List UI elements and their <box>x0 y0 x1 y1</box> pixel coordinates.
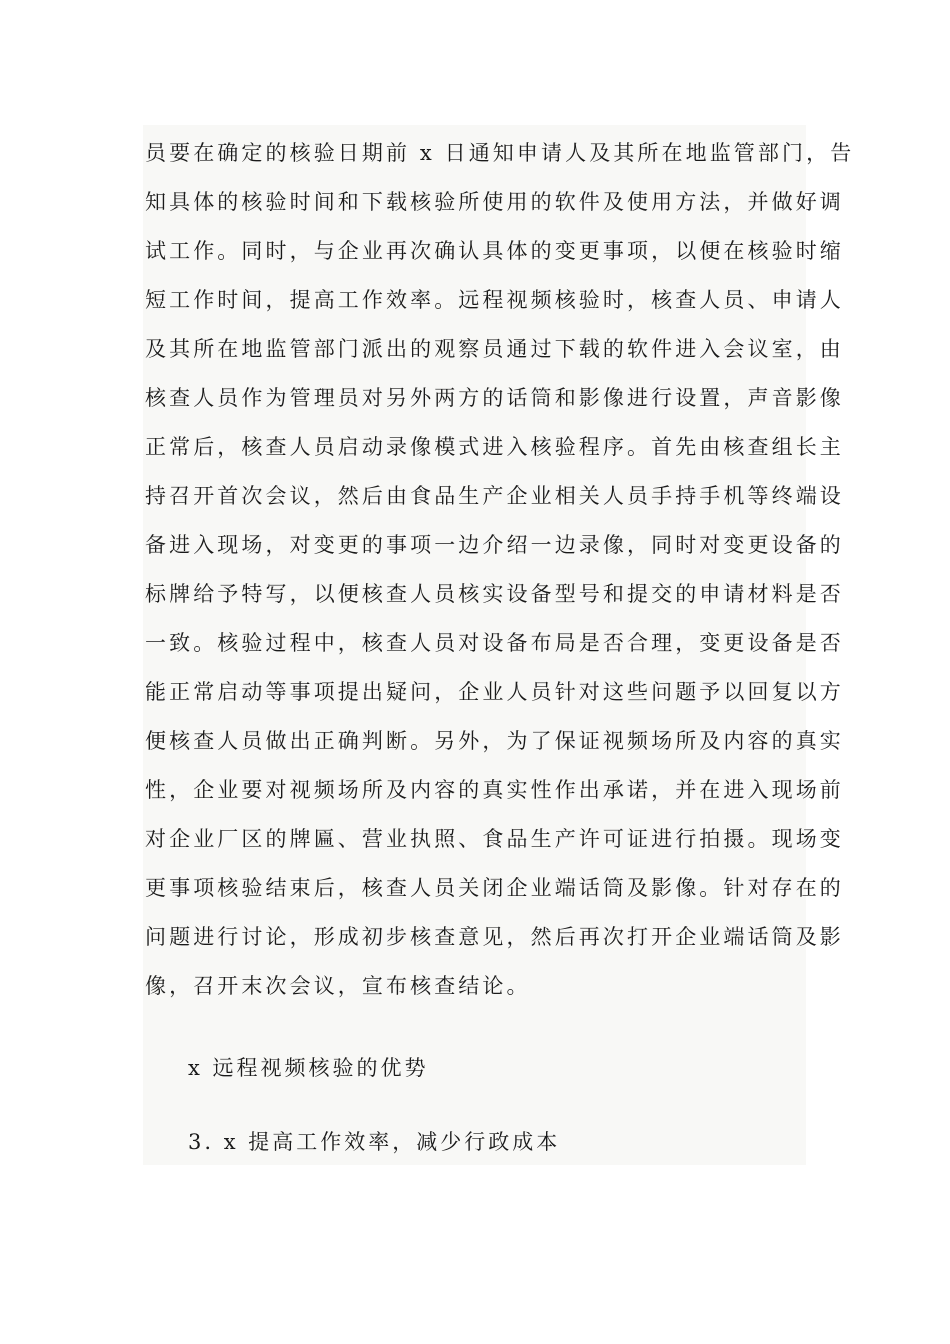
paragraph-line: 核查人员作为管理员对另外两方的话筒和影像进行设置，声音影像 <box>145 386 844 410</box>
paragraph-line: 标牌给予特写，以便核查人员核实设备型号和提交的申请材料是否 <box>145 582 844 606</box>
paragraph-line: 对企业厂区的牌匾、营业执照、食品生产许可证进行拍摄。现场变 <box>145 827 844 851</box>
paragraph-line: 问题进行讨论，形成初步核查意见，然后再次打开企业端话筒及影 <box>145 925 844 949</box>
paragraph-line: 更事项核验结束后，核查人员关闭企业端话筒及影像。针对存在的 <box>145 876 844 900</box>
paragraph-line: 能正常启动等事项提出疑问，企业人员针对这些问题予以回复以方 <box>145 680 844 704</box>
paragraph-line: 像，召开末次会议，宣布核查结论。 <box>145 974 531 998</box>
paragraph-line: 短工作时间，提高工作效率。远程视频核验时，核查人员、申请人 <box>145 288 844 312</box>
paragraph-line: 正常后，核查人员启动录像模式进入核验程序。首先由核查组长主 <box>145 435 844 459</box>
document-content <box>143 125 855 1165</box>
paragraph-line: 性，企业要对视频场所及内容的真实性作出承诺，并在进入现场前 <box>145 778 844 802</box>
paragraph-line: 便核查人员做出正确判断。另外，为了保证视频场所及内容的真实 <box>145 729 844 753</box>
paragraph-line: 及其所在地监管部门派出的观察员通过下载的软件进入会议室，由 <box>145 337 844 361</box>
paragraph-line: 持召开首次会议，然后由食品生产企业相关人员手持手机等终端设 <box>145 484 844 508</box>
paragraph-line: 试工作。同时，与企业再次确认具体的变更事项，以便在核验时缩 <box>145 239 844 263</box>
paragraph-line: 知具体的核验时间和下载核验所使用的软件及使用方法，并做好调 <box>145 190 844 214</box>
paragraph-line: 一致。核验过程中，核查人员对设备布局是否合理，变更设备是否 <box>145 631 844 655</box>
section-heading: x 远程视频核验的优势 <box>188 1056 429 1080</box>
paragraph-line: 备进入现场，对变更的事项一边介绍一边录像，同时对变更设备的 <box>145 533 844 557</box>
subsection-heading: 3. x 提高工作效率，减少行政成本 <box>188 1130 561 1154</box>
paragraph-line: 员要在确定的核验日期前 x 日通知申请人及其所在地监管部门，告 <box>145 141 855 165</box>
